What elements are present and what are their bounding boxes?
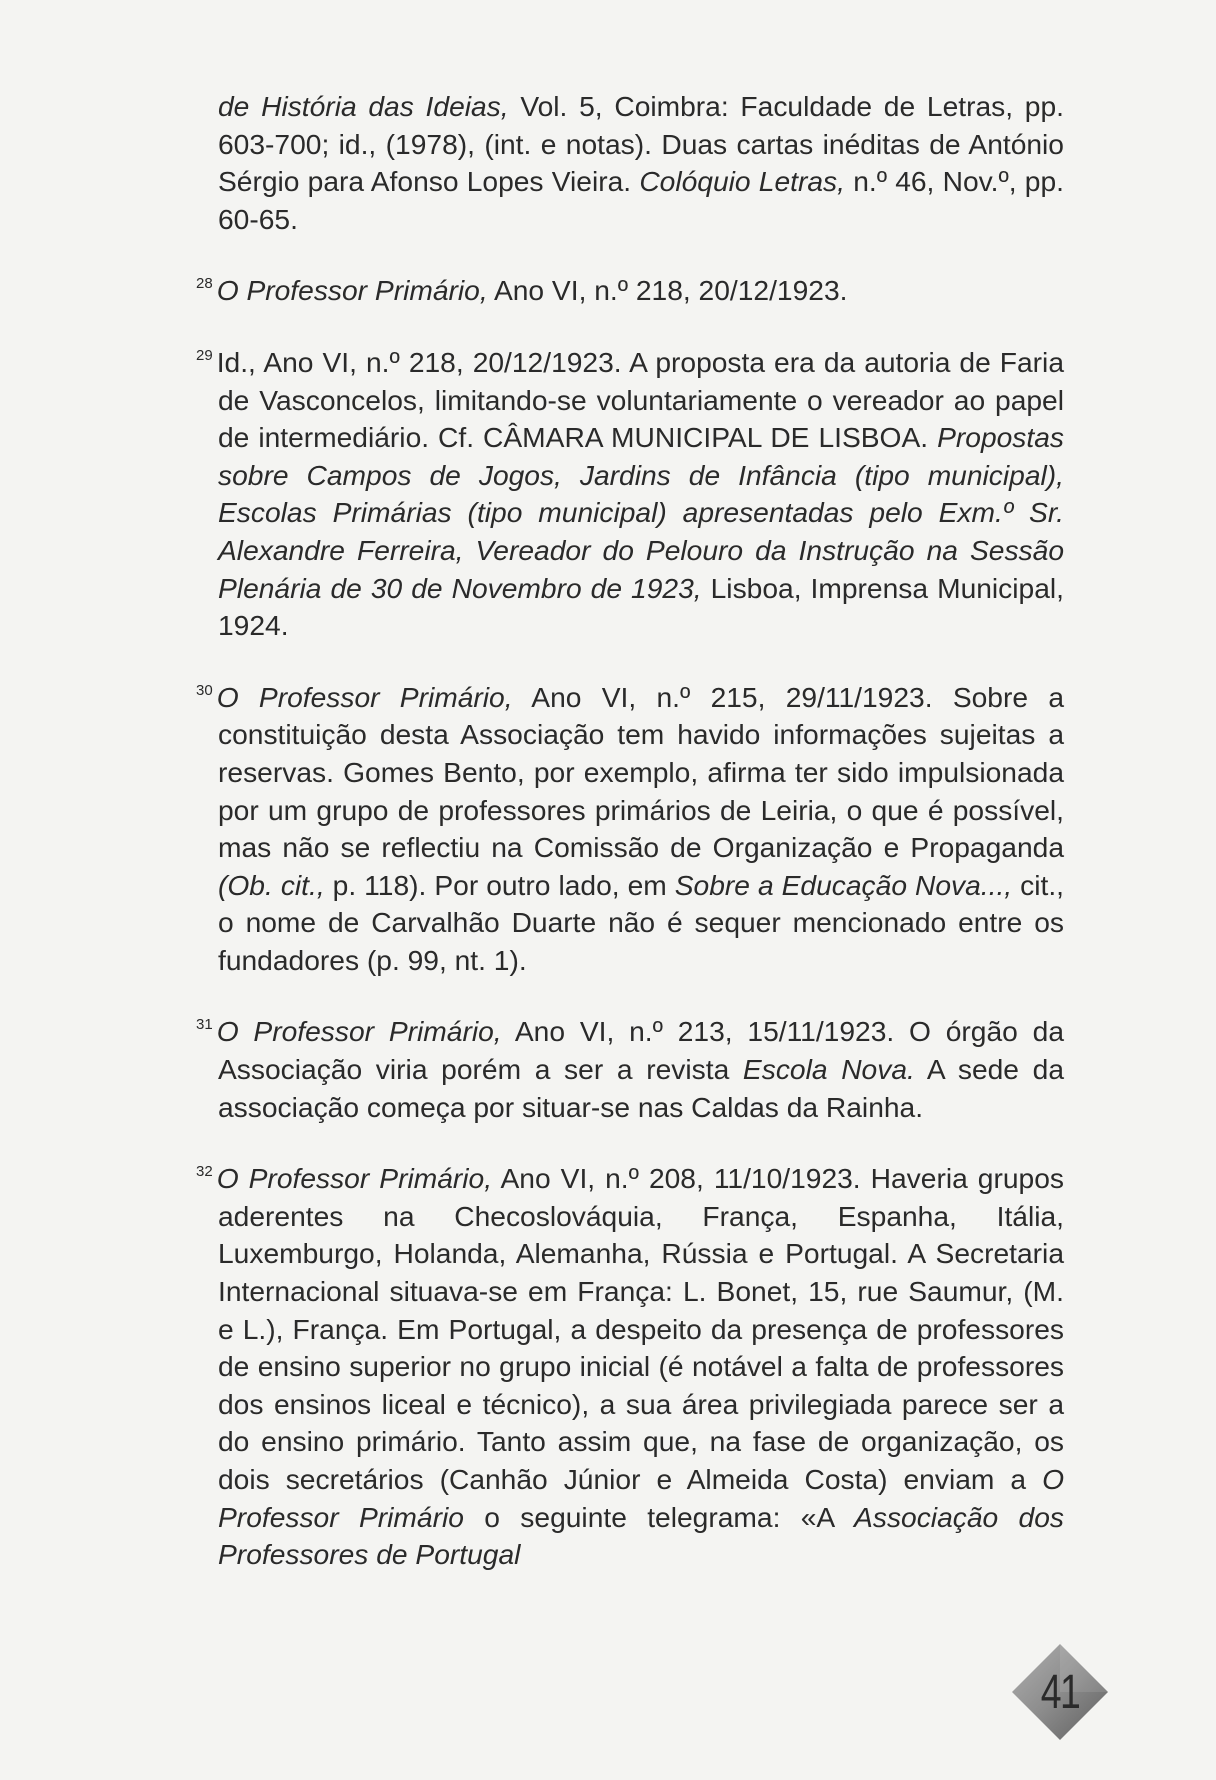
italic-text: Colóquio Letras, — [639, 165, 845, 198]
page-number-badge — [1008, 1640, 1112, 1744]
footnote-30 — [196, 679, 1064, 980]
body-text: Lisboa, Imprensa Municipal, 1924. — [218, 571, 1064, 642]
italic-text: O Professor Primário, — [216, 680, 513, 713]
footnote-number: 31 — [196, 1016, 213, 1034]
footnote-32 — [196, 1160, 1064, 1574]
footnote-31 — [196, 1013, 1064, 1126]
italic-text: O Professor Primário — [218, 1463, 1064, 1533]
body-text: Ano VI, n.º 215, 29/11/1923. Sobre a constituição desta Associação tem havido informações sujeitas a reservas. Gomes Bento, por exemplo, afirma ter sido impulsionada por um grupo de professores primários de Leiria, o que é possível, mas não se reflectiu na Comissão de Organização e Propaganda — [218, 680, 1064, 864]
italic-text: O Professor Primário, — [216, 1162, 493, 1195]
footnote-number: 28 — [196, 275, 213, 293]
body-text: Ano VI, n.º 218, 20/12/1923. — [487, 274, 848, 307]
body-text: cit., o nome de Carvalhão Duarte não é sequer mencionado entre os fundadores (p. 99, nt. 1). — [218, 868, 1064, 976]
page-number: 41 — [1040, 1665, 1080, 1719]
italic-text: de História das Ideias, — [218, 90, 509, 122]
footnote-28 — [196, 272, 1064, 310]
italic-text: Escola Nova. — [742, 1053, 915, 1086]
italic-text: Sobre a Educação Nova..., — [674, 868, 1013, 901]
body-text: Ano VI, n.º 213, 15/11/1923. O órgão da Associação viria porém a ser a revista — [218, 1015, 1064, 1086]
italic-text: (Ob. cit., — [218, 868, 325, 901]
italic-text: Propostas sobre Campos de Jogos, Jardins de Infância (tipo municipal), Escolas Primárias (tipo municipal) apresentadas pelo Exm.º Sr. Alexandre Ferreira, Vereador do Pelouro da Instrução na Sessão Plenária de 30 de Novembro de 1923, — [218, 421, 1064, 604]
italic-text: Associação dos Professores de Portugal — [218, 1500, 1064, 1571]
footnote-number: 32 — [196, 1163, 213, 1181]
footnotes-column — [196, 88, 1064, 1608]
body-text: A sede da associação começa por situar-se nas Caldas da Rainha. — [218, 1053, 1064, 1123]
footnote-29 — [196, 344, 1064, 645]
body-text: o seguinte telegrama: «A — [463, 1500, 855, 1533]
body-text: n.º 46, Nov.º, pp. 60-65. — [218, 165, 1064, 235]
body-text: Id., Ano VI, n.º 218, 20/12/1923. A proposta era da autoria de Faria de Vasconcelos, limitando-se voluntariamente o vereador ao papel de intermediário. Cf. CÂMARA MUNICIPAL DE LISBOA. — [216, 345, 1064, 454]
body-text: Ano VI, n.º 208, 11/10/1923. Haveria grupos aderentes na Checoslováquia, França, Espanha, Itália, Luxemburgo, Holanda, Alemanha, Rússia e Portugal. A Secretaria Internacional situava-se em França: L. Bonet, 15, rue Saumur, (M. e L.), França. Em Portugal, a despeito da presença de professores de ensino superior no grupo inicial (é notável a falta de professores dos ensinos liceal e técnico), a sua área privilegiada parece ser a do ensino primário. Tanto assim que, na fase de organização, os dois secretários (Canhão Júnior e Almeida Costa) enviam a — [218, 1162, 1064, 1495]
footnote-number: 30 — [196, 681, 213, 699]
body-text: Vol. 5, Coimbra: Faculdade de Letras, pp. 603-700; id., (1978), (int. e notas). Duas cartas inéditas de António Sérgio para Afonso Lopes Vieira. — [218, 90, 1064, 198]
body-text: p. 118). Por outro lado, em — [324, 868, 675, 901]
footnote-number: 29 — [196, 346, 213, 364]
italic-text: O Professor Primário, — [216, 1015, 502, 1048]
italic-text: O Professor Primário, — [216, 274, 488, 307]
footnote-continuation — [218, 88, 1064, 238]
